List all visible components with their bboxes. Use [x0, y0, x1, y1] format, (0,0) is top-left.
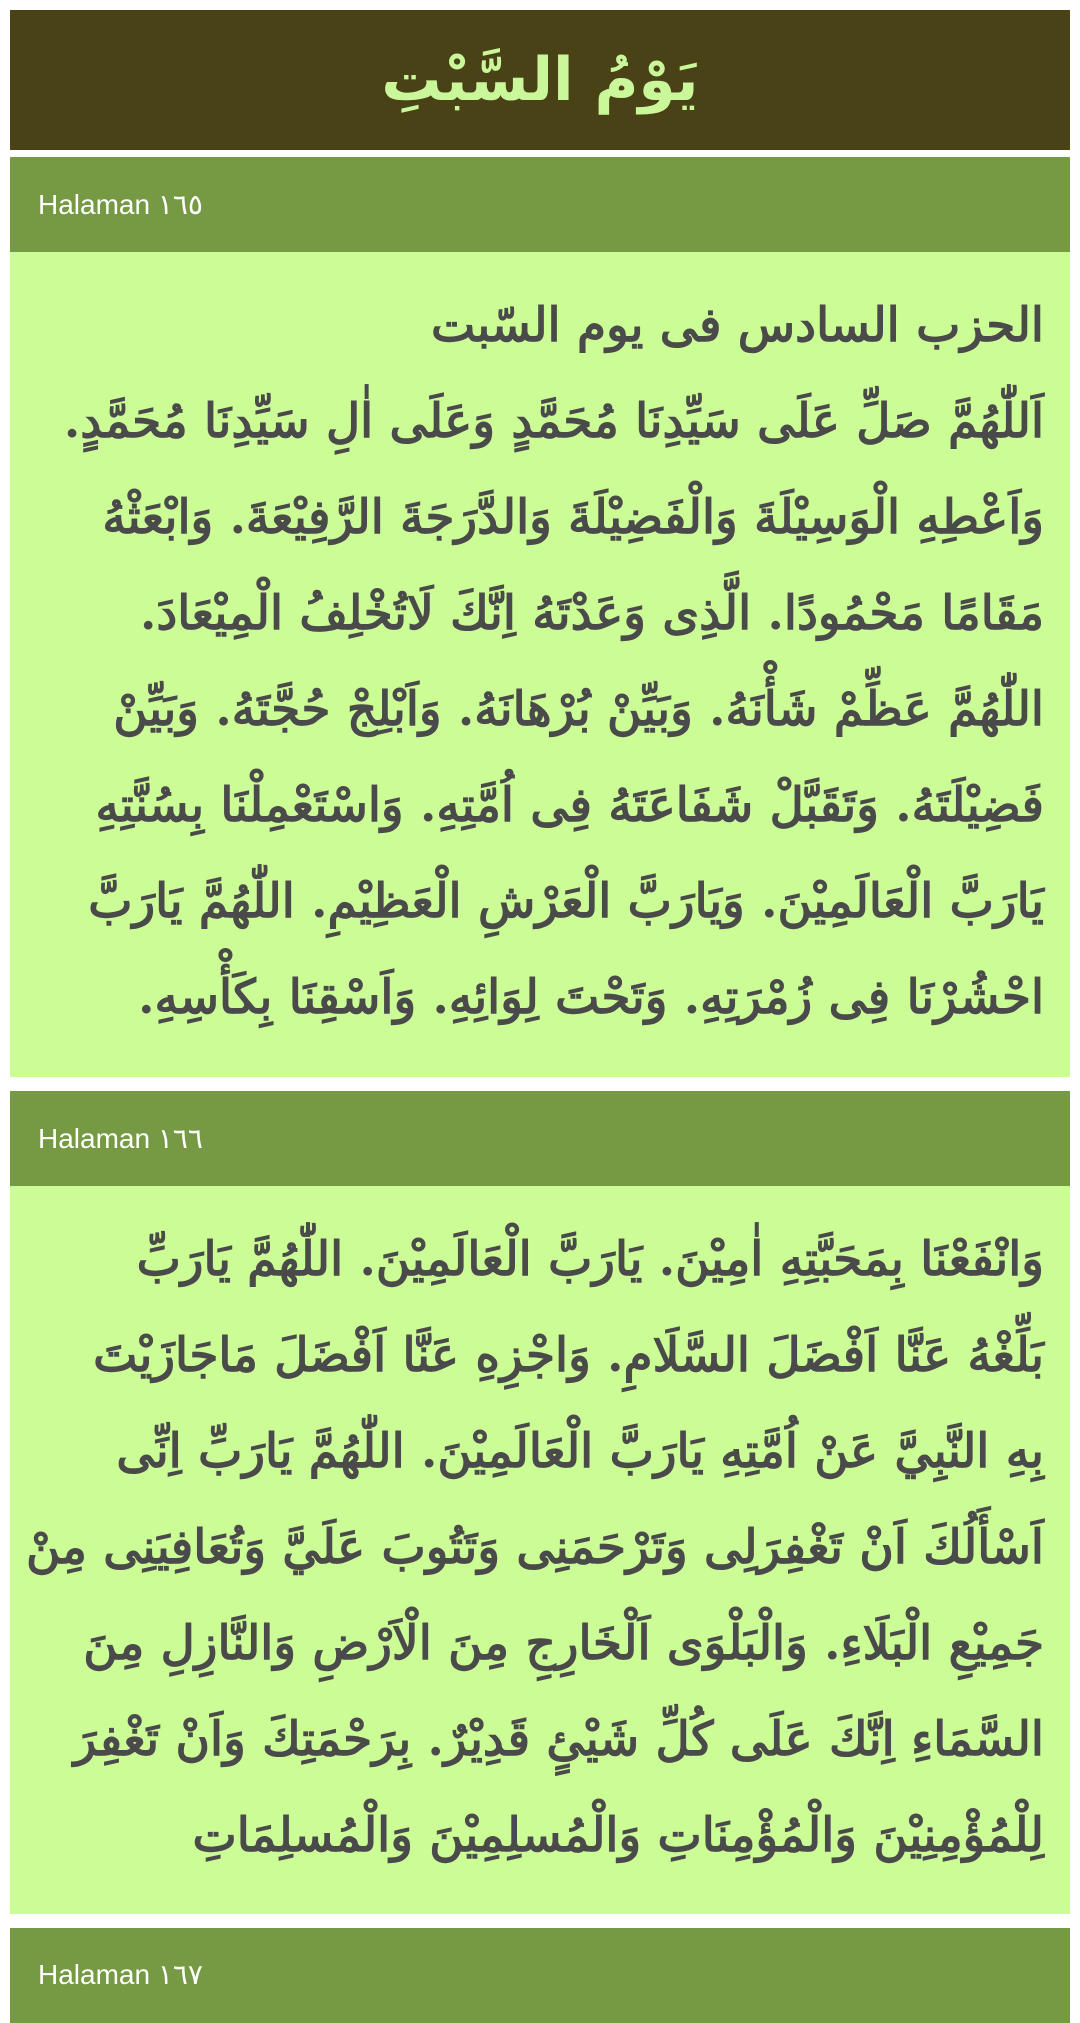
text-line: يَارَبَّ الْعَالَمِيْنَ. وَيَارَبَّ الْعَرْشِ الْعَظِيْمِ. اللّٰهُمَّ يَارَبَّ: [88, 874, 1044, 929]
page-header-165[interactable]: [10, 157, 1070, 252]
title-bar: [10, 10, 1070, 150]
text-line: فَضِيْلَتَهُ. وَتَقَبَّلْ شَفَاعَتَهُ فِى اُمَّتِهِ. وَاسْتَعْمِلْنَا بِسُنَّتِهِ: [95, 778, 1044, 833]
page-number-label: Halaman ١٦٧: [38, 1959, 203, 1990]
text-line: اللّٰهُمَّ عَظِّمْ شَأْنَهُ. وَبَيِّنْ بُرْهَانَهُ. وَاَبْلِجْ حُجَّتَهُ. وَبَيِّنْ: [113, 682, 1044, 737]
text-line: السَّمَاءِ اِنَّكَ عَلَى كُلِّ شَيْئٍ قَدِيْرٌ. بِرَحْمَتِكَ وَاَنْ تَغْفِرَ: [73, 1712, 1044, 1767]
text-line: وَاَعْطِهِ الْوَسِيْلَةَ وَالْفَضِيْلَةَ وَالدَّرَجَةَ الرَّفِيْعَةَ. وَابْعَثْهُ: [102, 490, 1044, 545]
page-header-167[interactable]: [10, 1928, 1070, 2023]
reader-app: [10, 0, 1070, 1990]
arabic-text-block: [36, 278, 1044, 1046]
text-line: مَقَامًا مَحْمُودًا. الَّذِى وَعَدْتَهُ اِنَّكَ لَاتُخْلِفُ الْمِيْعَادَ.: [140, 586, 1044, 641]
text-line: اَسْأَلُكَ اَنْ تَغْفِرَلِى وَتَرْحَمَنِى وَتَتُوبَ عَلَيَّ وَتُعَافِيَنِى مِنْ: [25, 1520, 1044, 1575]
page-number-label: Halaman ١٦٦: [38, 1123, 203, 1154]
text-line: لِلْمُؤْمِنِيْنَ وَالْمُؤْمِنَاتِ وَالْمُسلِمِيْنَ وَالْمُسلِمَاتِ: [192, 1808, 1044, 1863]
text-line: بَلِّغْهُ عَنَّا اَفْضَلَ السَّلَامِ. وَاجْزِهِ عَنَّا اَفْضَلَ مَاجَازَيْتَ: [93, 1328, 1044, 1383]
page-number-label: Halaman ١٦٥: [38, 189, 203, 220]
page-content-166: [10, 1186, 1070, 1914]
arabic-text-block: [25, 1212, 1044, 1884]
text-line: الحزب السادس فى يوم السّبت: [430, 298, 1044, 353]
page-header-166[interactable]: [10, 1091, 1070, 1186]
text-line: بِهِ النَّبِيَّ عَنْ اُمَّتِهِ يَارَبَّ الْعَالَمِيْنَ. اللّٰهُمَّ يَارَبِّ اِنِّى: [116, 1424, 1044, 1479]
text-line: وَانْفَعْنَا بِمَحَبَّتِهِ اٰمِيْنَ. يَارَبَّ الْعَالَمِيْنَ. اللّٰهُمَّ يَارَبِّ: [136, 1232, 1044, 1287]
page-title: يَوْمُ السَّبْتِ: [381, 45, 699, 115]
text-line: جَمِيْعِ الْبَلَاءِ. وَالْبَلْوَى اَلْخَارِجِ مِنَ الْاَرْضِ وَالنَّازِلِ مِنَ: [83, 1616, 1044, 1671]
text-line: اَللّٰهُمَّ صَلِّ عَلَى سَيِّدِنَا مُحَمَّدٍ وَعَلَى اٰلِ سَيِّدِنَا مُحَمَّدٍ.: [63, 394, 1044, 449]
page-content-165: [10, 252, 1070, 1077]
text-line: احْشُرْنَا فِى زُمْرَتِهِ. وَتَحْتَ لِوَائِهِ. وَاَسْقِنَا بِكَأْسِهِ.: [138, 970, 1044, 1025]
